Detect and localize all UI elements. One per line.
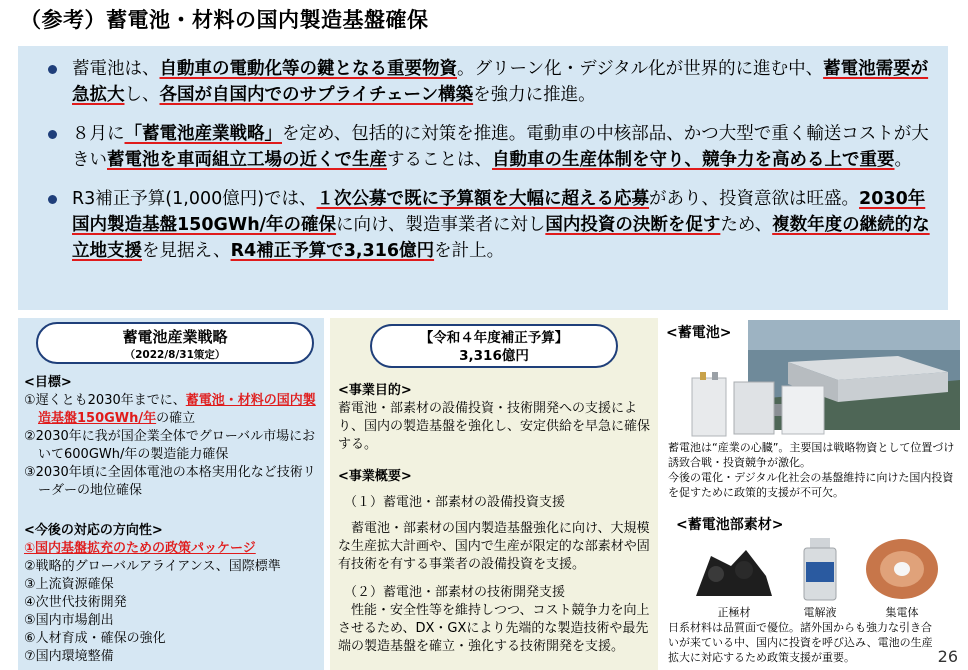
bullet-text: があり、投資意欲は旺盛。 bbox=[649, 189, 860, 209]
emphasized-text: 複数年度の継続的な立地支援 bbox=[72, 215, 930, 261]
materials-title: <蓄電池部素材> bbox=[676, 517, 784, 533]
emphasized-text: 国内投資の決断を促す bbox=[545, 215, 721, 235]
bullet-dot-icon bbox=[48, 195, 57, 204]
overview-heading: <事業概要> bbox=[338, 469, 412, 484]
bullet-text: ため、 bbox=[720, 215, 773, 235]
goal-item-1: ①遅くとも2030年までに、蓄電池・材料の国内製造基盤150GWh/年の確立 bbox=[24, 393, 316, 426]
electrolyte-photo bbox=[798, 536, 842, 602]
emphasized-text: 蓄電池需要が急拡大 bbox=[72, 59, 929, 105]
direction-item: ⑦国内環境整備 bbox=[24, 649, 114, 664]
page-title: （参考）蓄電池・材料の国内製造基盤確保 bbox=[20, 8, 429, 32]
direction-item: ④次世代技術開発 bbox=[24, 595, 127, 610]
bullet-text: 。 bbox=[894, 150, 912, 170]
overview-item-2-text: 性能・安全性等を維持しつつ、コスト競争力を向上させるため、DX・GXにより先端的な製造技術や最先端の製造基盤を確立・強化する技術開発を支援。 bbox=[338, 603, 650, 654]
goal-item-2: ②2030年に我が国企業全体でグローバル市場において600GWh/年の製造能力確保 bbox=[24, 429, 316, 462]
emphasized-text: １次公募で既に予算額を大幅に超える応募 bbox=[316, 189, 650, 209]
bullet-text: することは、 bbox=[387, 150, 492, 170]
overview-item-1-text: 蓄電池・部素材の国内製造基盤強化に向け、大規模な生産拡大計画や、国内で生産が限定的な部素材や固有技術を有する事業者の設備投資を支援。 bbox=[338, 521, 650, 572]
strategy-date: （2022/8/31策定） bbox=[124, 349, 226, 361]
bullet-text: R3補正予算(1,000億円)では、 bbox=[72, 189, 317, 209]
purpose-heading: <事業目的> bbox=[338, 383, 412, 398]
emphasized-text: 蓄電池を車両組立工場の近くで生産 bbox=[107, 150, 387, 170]
budget-header bbox=[370, 324, 618, 368]
summary-bullet-2 bbox=[36, 121, 930, 173]
battery-description bbox=[668, 440, 958, 500]
goals-section bbox=[24, 374, 320, 500]
bullet-text: 。グリーン化・デジタル化が世界的に進む中、 bbox=[457, 59, 824, 79]
bullet-text: を計上。 bbox=[434, 241, 505, 261]
label-electrolyte: 電解液 bbox=[803, 606, 837, 619]
budget-header-title: 【令和４年度補正予算】 bbox=[419, 330, 569, 346]
direction-item: ⑥人材育成・確保の強化 bbox=[24, 631, 166, 646]
cathode-material-photo bbox=[686, 536, 776, 600]
label-current-collector: 集電体 bbox=[885, 606, 919, 619]
emphasized-text: 自動車の電動化等の鍵となる重要物資 bbox=[159, 59, 457, 79]
battery-title: <蓄電池> bbox=[666, 325, 732, 341]
emphasized-text: 2030年国内製造基盤150GWh/年の確保 bbox=[72, 189, 926, 235]
direction-item: ②戦略的グローバルアライアンス、国際標準 bbox=[24, 559, 281, 574]
emphasized-text: R4補正予算で3,316億円 bbox=[230, 241, 435, 261]
battery-cells-photo bbox=[688, 372, 828, 442]
budget-panel bbox=[330, 318, 658, 670]
strategy-panel bbox=[18, 318, 324, 670]
summary-bullet-1 bbox=[36, 56, 930, 108]
direction-item: ③上流資源確保 bbox=[24, 577, 114, 592]
direction-item: ⑤国内市場創出 bbox=[24, 613, 114, 628]
goal-item-3: ③2030年頃に全固体電池の本格実用化など技術リーダーの地位確保 bbox=[24, 465, 316, 498]
bullet-text: を見据え、 bbox=[142, 241, 231, 261]
goals-heading: <目標> bbox=[24, 375, 72, 390]
overview-item-2-title: （２）蓄電池・部素材の技術開発支援 bbox=[344, 585, 566, 600]
bullet-text: 蓄電池は、 bbox=[72, 59, 160, 79]
summary-box bbox=[18, 46, 948, 310]
emphasized-text: 各国が自国内でのサプライチェーン構築 bbox=[159, 85, 474, 105]
current-collector-photo bbox=[862, 536, 942, 602]
strategy-title: 蓄電池産業戦略 bbox=[122, 328, 228, 346]
bullet-text: を定め、包括的に対策を推進。電動車の中核部品、かつ大型で重く輸送コストが大きい bbox=[72, 124, 929, 170]
emphasized-text: 「蓄電池産業戦略」 bbox=[124, 124, 282, 144]
direction-item-1: ①国内基盤拡充のための政策パッケージ bbox=[24, 541, 256, 556]
materials-text: 日系材料は品質面で優位。諸外国からも強力な引き合いが来ている中、国内に投資を呼び込み、電池の生産拡大に対応するため政策支援が重要。 bbox=[668, 621, 933, 664]
budget-amount: 3,316億円 bbox=[459, 348, 529, 364]
bullet-dot-icon bbox=[48, 130, 57, 139]
bullet-text: ８月に bbox=[72, 124, 125, 144]
bullet-dot-icon bbox=[48, 65, 57, 74]
battery-text: 蓄電池は“産業の心臓”。主要国は戦略物資として位置づけ誘致合戦・投資競争が激化。 今後の電化・デジタル化社会の基盤維持に向けた国内投資を促すために政策的支援が不可欠。 bbox=[668, 441, 955, 499]
strategy-header bbox=[36, 322, 314, 364]
page-number: 26 bbox=[937, 647, 958, 666]
summary-bullet-3 bbox=[36, 186, 930, 264]
purpose-text: 蓄電池・部素材の設備投資・技術開発への支援により、国内の製造基盤を強化し、安定供給を早急に確保する。 bbox=[338, 401, 651, 452]
bullet-text: に向け、製造事業者に対し bbox=[336, 215, 546, 235]
overview-item-1-title: （１）蓄電池・部素材の設備投資支援 bbox=[344, 495, 566, 510]
emphasized-text: 自動車の生産体制を守り、競争力を高める上で重要 bbox=[492, 150, 895, 170]
direction-heading: <今後の対応の方向性> bbox=[24, 523, 163, 538]
bullet-text: を強力に推進。 bbox=[473, 85, 596, 105]
label-cathode: 正極材 bbox=[717, 606, 751, 619]
direction-section bbox=[24, 522, 320, 666]
bullet-text: し、 bbox=[124, 85, 160, 105]
